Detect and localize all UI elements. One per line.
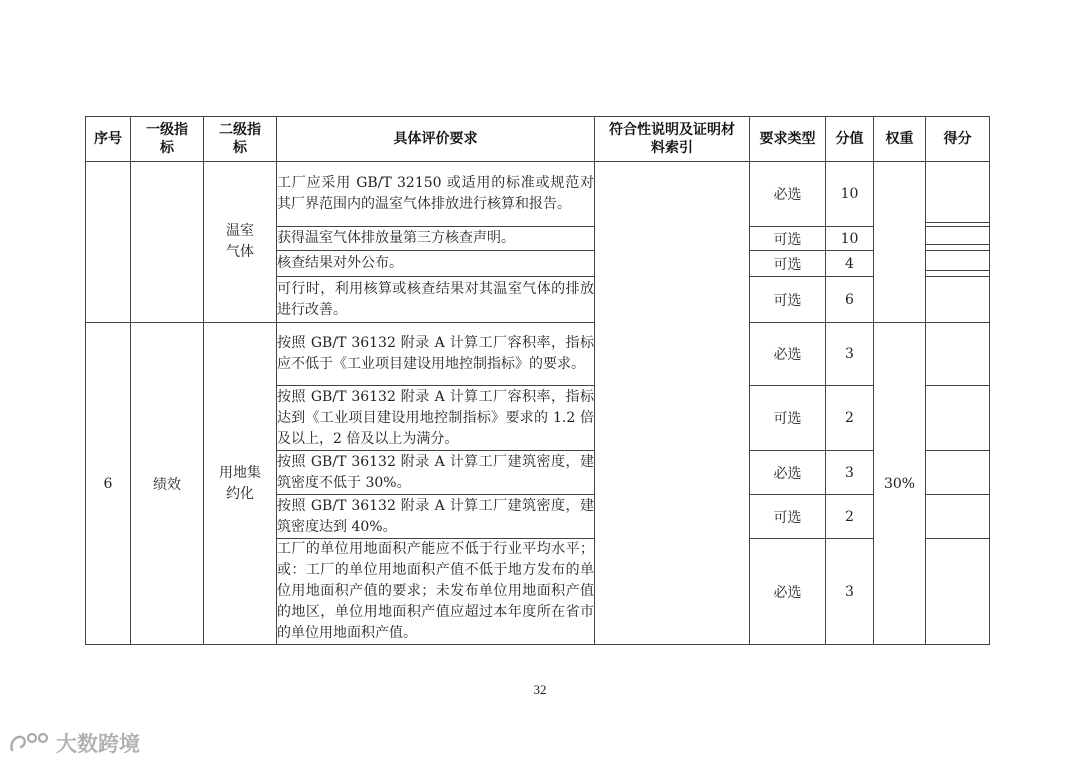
value-cell: 3 (826, 323, 874, 386)
score-cell (926, 386, 990, 451)
header-score: 得分 (926, 117, 990, 162)
header-level1 (131, 117, 204, 162)
score-cell (926, 277, 990, 323)
score-box (926, 227, 989, 245)
table-row (86, 323, 990, 386)
header-weight: 权重 (874, 117, 926, 162)
table-row (86, 162, 990, 227)
level1-cell-empty (131, 162, 204, 323)
requirement-cell: 按照 GB/T 36132 附录 A 计算工厂建筑密度，建筑密度达到 40%。 (277, 495, 595, 539)
type-cell: 可选 (750, 277, 826, 323)
requirement-cell: 工厂应采用 GB/T 32150 或适用的标准或规范对其厂界范围内的温室气体排放进行核算和报告。 (277, 162, 595, 227)
value-cell: 2 (826, 386, 874, 451)
header-evidence-text: 符合性说明及证明材 料索引 (609, 122, 735, 156)
requirement-cell: 核查结果对外公布。 (277, 251, 595, 277)
requirement-cell: 可行时，利用核算或核查结果对其温室气体的排放进行改善。 (277, 277, 595, 323)
evidence-cell (595, 162, 750, 645)
type-cell: 可选 (750, 386, 826, 451)
score-cell (926, 451, 990, 495)
score-cell (926, 251, 990, 277)
weight-cell-empty (874, 162, 926, 323)
level2-land-text: 用地集 约化 (219, 464, 261, 502)
header-level2-text: 二级指 标 (219, 122, 261, 156)
value-cell: 3 (826, 539, 874, 645)
header-requirement: 具体评价要求 (277, 117, 595, 162)
weight-cell: 30% (874, 323, 926, 645)
value-cell: 6 (826, 277, 874, 323)
requirement-cell: 按照 GB/T 36132 附录 A 计算工厂容积率，指标应不低于《工业项目建设用地控制指标》的要求。 (277, 323, 595, 386)
seq-cell-empty (86, 162, 131, 323)
value-cell: 10 (826, 227, 874, 251)
value-cell: 10 (826, 162, 874, 227)
type-cell: 必选 (750, 539, 826, 645)
header-evidence (595, 117, 750, 162)
header-type: 要求类型 (750, 117, 826, 162)
requirement-cell: 按照 GB/T 36132 附录 A 计算工厂容积率，指标达到《工业项目建设用地控制指标》要求的 1.2 倍及以上，2 倍及以上为满分。 (277, 386, 595, 451)
type-cell: 必选 (750, 323, 826, 386)
level2-cell-land (204, 323, 277, 645)
value-cell: 4 (826, 251, 874, 277)
seq-cell: 6 (86, 323, 131, 645)
score-cell (926, 495, 990, 539)
watermark (8, 728, 140, 758)
requirement-cell: 工厂的单位用地面积产能应不低于行业平均水平；或：工厂的单位用地面积产值不低于地方发布的单位用地面积产值的要求；未发布单位用地面积产值的地区，单位用地面积产值应超过本年度所在省市的单位用地面积产值。 (277, 539, 595, 645)
page-number: 32 (533, 682, 547, 697)
header-level2 (204, 117, 277, 162)
score-cell (926, 162, 990, 227)
watermark-text: 大数跨境 (56, 732, 140, 756)
type-cell: 可选 (750, 227, 826, 251)
brand-logo-icon (8, 730, 52, 756)
requirement-cell: 获得温室气体排放量第三方核查声明。 (277, 227, 595, 251)
level1-cell: 绩效 (131, 323, 204, 645)
type-cell: 可选 (750, 495, 826, 539)
score-box (926, 245, 989, 250)
score-box (926, 271, 989, 276)
score-cell (926, 227, 990, 251)
requirement-cell: 按照 GB/T 36132 附录 A 计算工厂建筑密度，建筑密度不低于 30%。 (277, 451, 595, 495)
score-box (926, 162, 989, 223)
score-cell (926, 323, 990, 386)
header-row (86, 117, 990, 162)
header-seq: 序号 (86, 117, 131, 162)
header-value: 分值 (826, 117, 874, 162)
type-cell: 必选 (750, 451, 826, 495)
value-cell: 2 (826, 495, 874, 539)
type-cell: 必选 (750, 162, 826, 227)
level2-ghg-text: 温室 气体 (226, 223, 254, 260)
level2-cell-ghg (204, 162, 277, 323)
evaluation-table (85, 116, 990, 645)
score-box (926, 251, 989, 271)
type-cell: 可选 (750, 251, 826, 277)
value-cell: 3 (826, 451, 874, 495)
score-cell (926, 539, 990, 645)
header-level1-text: 一级指 标 (146, 122, 188, 156)
